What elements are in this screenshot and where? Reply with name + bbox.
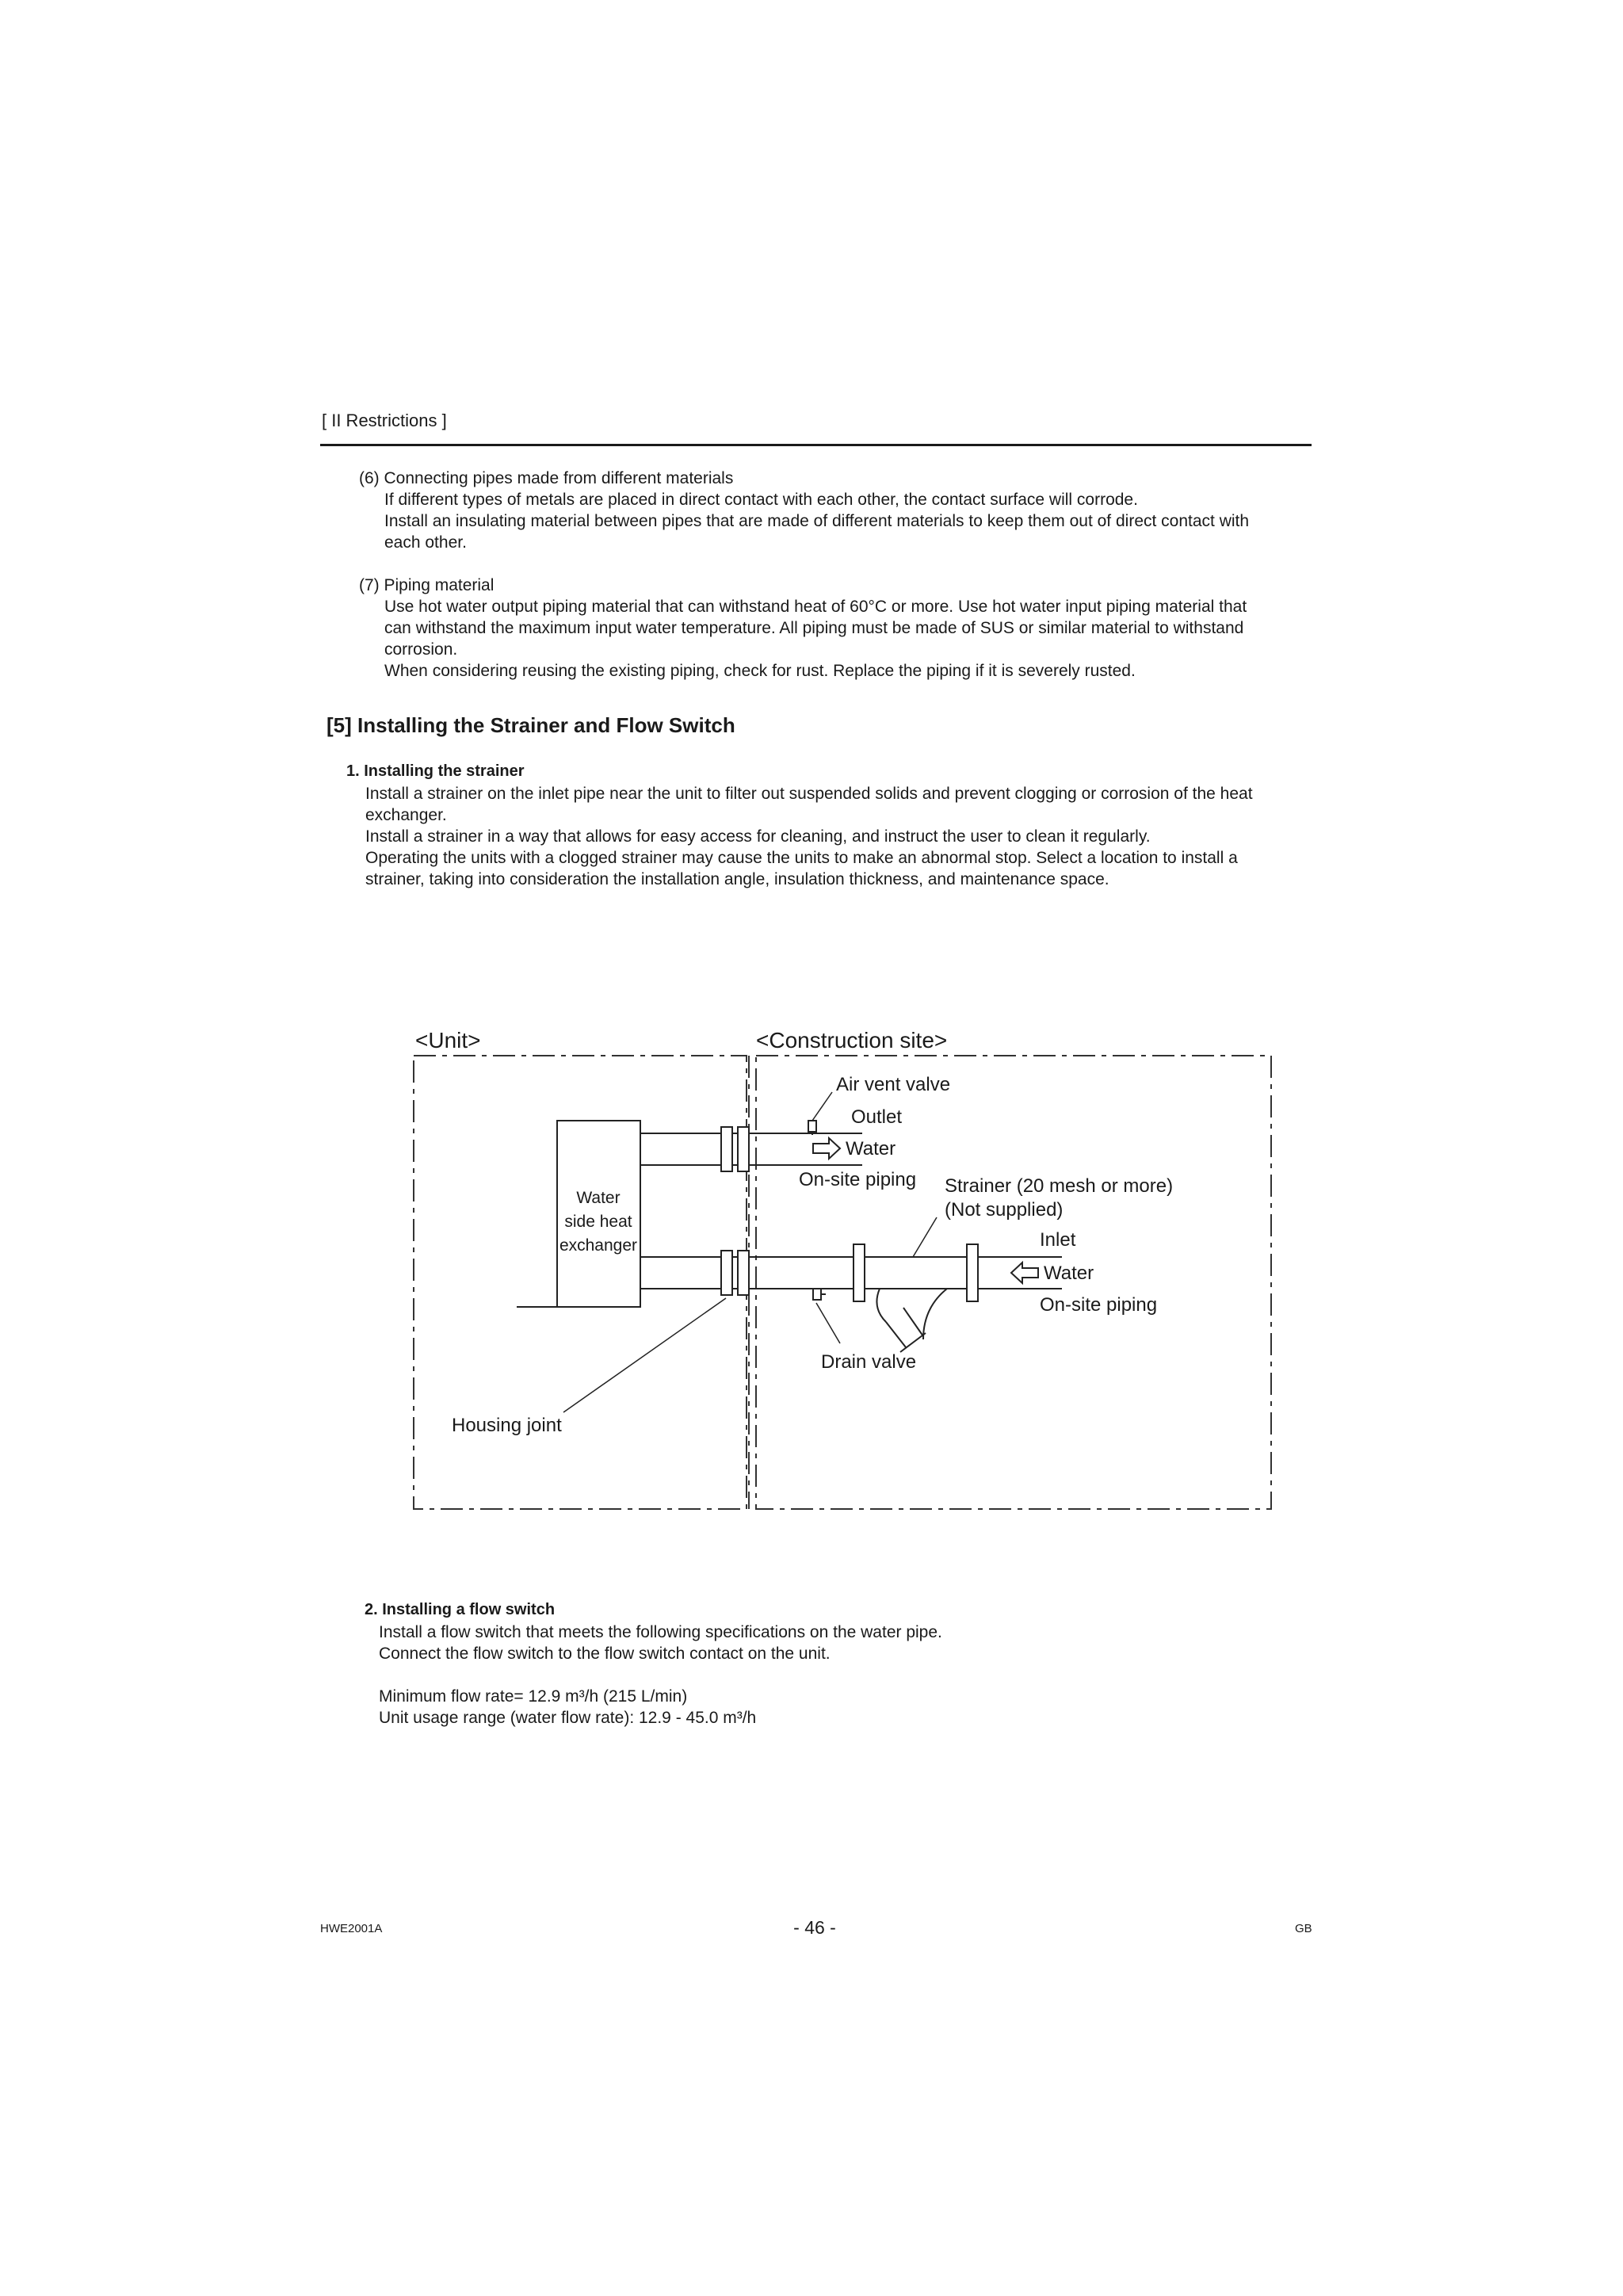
housing-joint-label: Housing joint [452, 1415, 562, 1436]
drain-valve-leader [816, 1303, 840, 1343]
strainer-label-1: Strainer (20 mesh or more) [945, 1175, 1174, 1197]
onsite-piping-bottom-label: On-site piping [1040, 1294, 1158, 1316]
sub2-line1: Install a flow switch that meets the following specifications on the water pipe. [379, 1623, 942, 1641]
onsite-piping-top-label: On-site piping [799, 1169, 917, 1190]
item7-heading: (7) Piping material [359, 576, 495, 594]
sub2-line3: Minimum flow rate= 12.9 m³/h (215 L/min) [379, 1687, 688, 1706]
hx-label-1: Water [576, 1189, 621, 1207]
item6-line1: If different types of metals are placed in direct contact with each other, the contact surface will corrode. [384, 491, 1138, 509]
outlet-label: Outlet [851, 1106, 903, 1128]
inlet-label: Inlet [1040, 1229, 1076, 1251]
item7-line1: Use hot water output piping material that can withstand heat of 60°C or more. Use hot water input piping material that [384, 598, 1247, 616]
item6-heading: (6) Connecting pipes made from different materials [359, 469, 734, 487]
sub1-line1: Install a strainer on the inlet pipe near the unit to filter out suspended solids and prevent clogging or corrosion of the heat [365, 785, 1253, 803]
hx-label-3: exchanger [559, 1236, 638, 1255]
water-in-label: Water [1044, 1263, 1094, 1284]
item6-line3: each other. [384, 533, 467, 552]
item7-line3: corrosion. [384, 640, 458, 659]
water-out-label: Water [846, 1138, 896, 1159]
page-number: - 46 - [793, 1917, 836, 1938]
running-header: [ II Restrictions ] [322, 411, 447, 430]
sub2-line2: Connect the flow switch to the flow switch contact on the unit. [379, 1645, 831, 1663]
diagram-boundaries [414, 1056, 1271, 1509]
sub2-line4: Unit usage range (water flow rate): 12.9 - 45.0 m³/h [379, 1709, 757, 1727]
section-title: [5] Installing the Strainer and Flow Switch [327, 713, 735, 737]
hx-label-2: side heat [564, 1213, 632, 1231]
item7-line4: When considering reusing the existing piping, check for rust. Replace the piping if it is severely rusted. [384, 662, 1136, 680]
item6-line2: Install an insulating material between pipes that are made of different materials to keep them out of direct contact with [384, 512, 1250, 530]
sub1-line5: strainer, taking into consideration the installation angle, insulation thickness, and maintenance space. [365, 870, 1109, 888]
strainer-body [876, 1289, 947, 1352]
footer-lang: GB [1295, 1922, 1312, 1935]
sub2-heading: 2. Installing a flow switch [365, 1601, 556, 1618]
unit-label: <Unit> [415, 1028, 481, 1052]
inlet-arrow-icon [1011, 1263, 1038, 1283]
site-label: <Construction site> [756, 1028, 948, 1052]
air-vent-valve-label: Air vent valve [836, 1074, 951, 1095]
outlet-arrow-icon [813, 1138, 840, 1159]
drain-valve-symbol [813, 1289, 826, 1300]
site-boundary [756, 1056, 1271, 1509]
drain-valve-label: Drain valve [821, 1351, 917, 1373]
sub1-line3: Install a strainer in a way that allows for easy access for cleaning, and instruct the user to clean it regularly. [365, 827, 1151, 846]
footer-doc-code: HWE2001A [320, 1922, 383, 1935]
sub1-line4: Operating the units with a clogged strainer may cause the units to make an abnormal stop. Select a location to install a [365, 849, 1238, 867]
strainer-leader [913, 1217, 937, 1257]
sub1-heading: 1. Installing the strainer [346, 762, 525, 780]
inlet-pipe [640, 1251, 1062, 1295]
housing-joint-leader [563, 1298, 726, 1412]
sub1-line2: exchanger. [365, 806, 447, 824]
item7-line2: can withstand the maximum input water temperature. All piping must be made of SUS or similar material to withstand [384, 619, 1244, 637]
strainer-label-2: (Not supplied) [945, 1199, 1064, 1221]
air-vent-leader [812, 1092, 832, 1121]
